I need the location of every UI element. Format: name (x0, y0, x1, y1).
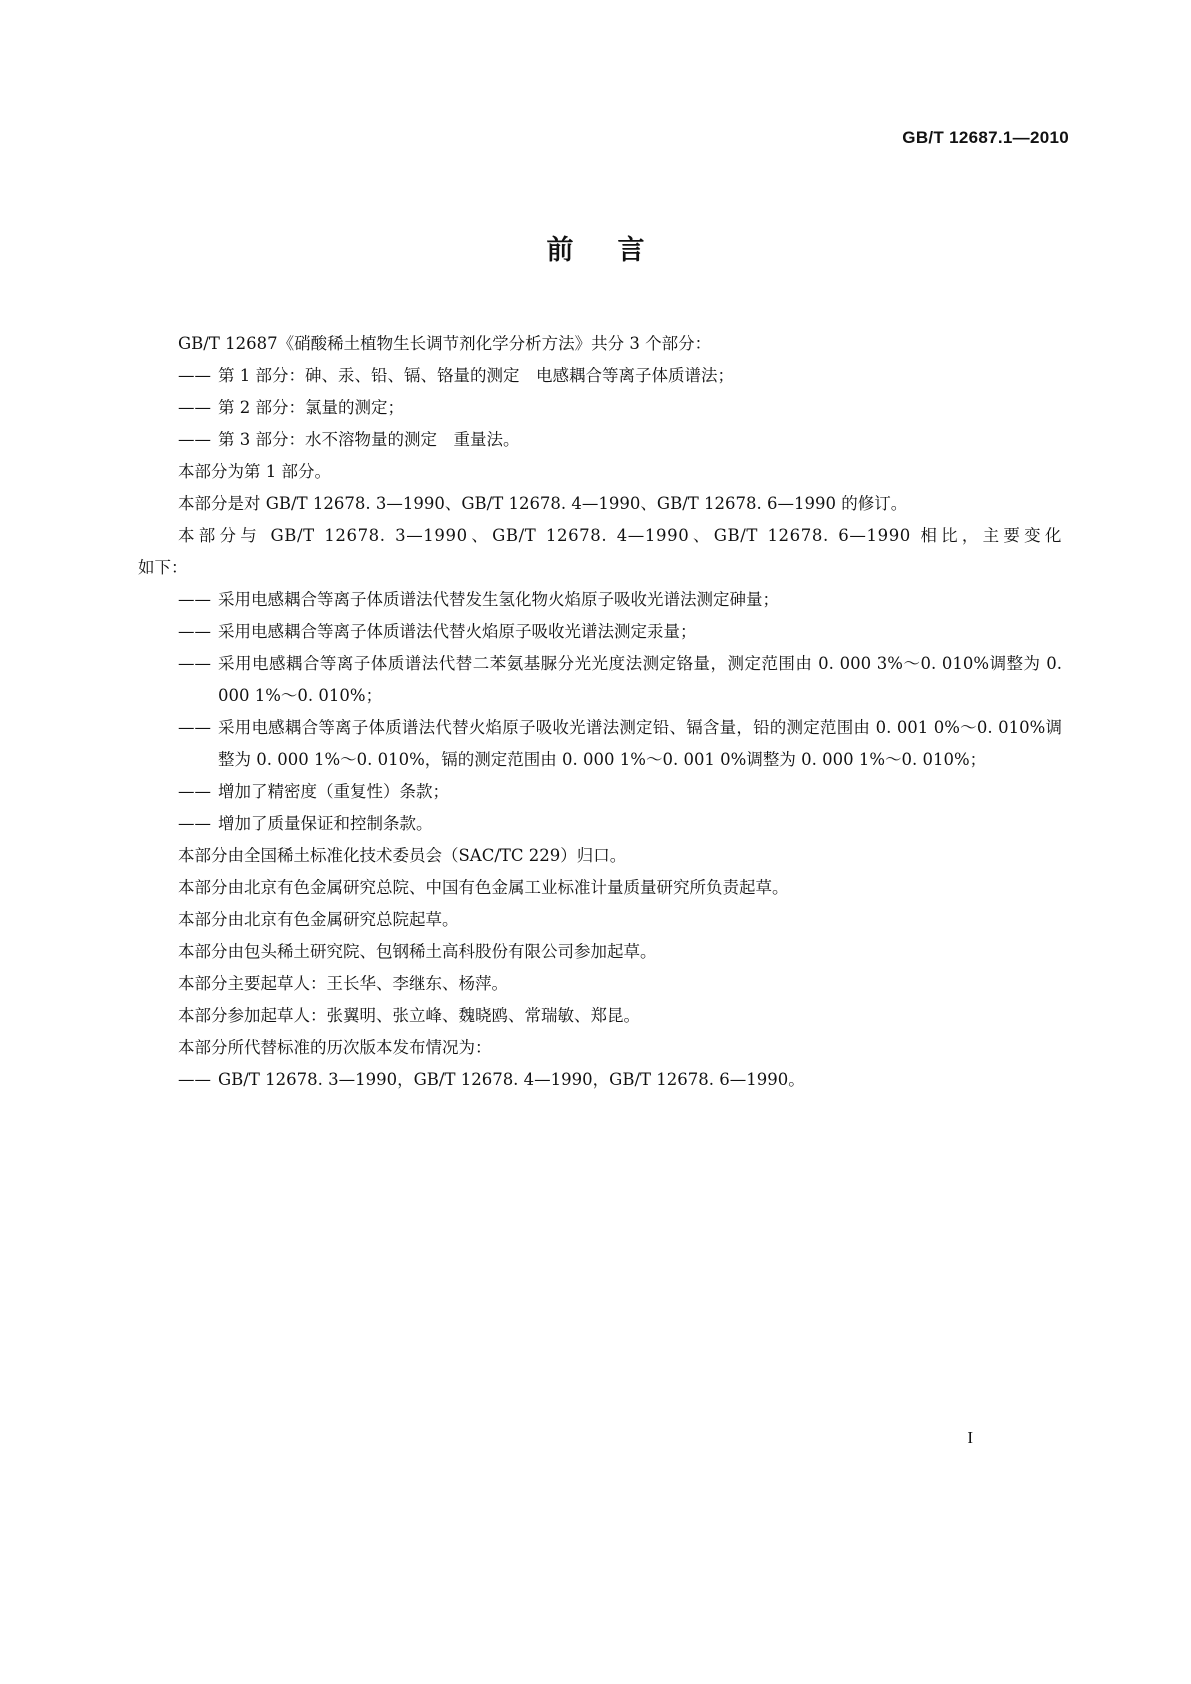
list-item (138, 584, 1062, 616)
list-item (138, 1064, 1062, 1096)
other-drafters-paragraph: 本部分参加起草人：张翼明、张立峰、魏晓鸥、常瑞敏、郑昆。 (178, 1006, 640, 1025)
part-2-text: 第 2 部分：氯量的测定； (218, 398, 404, 417)
participants-paragraph: 本部分由包头稀土研究院、包钢稀土高科股份有限公司参加起草。 (178, 942, 657, 961)
history-intro-paragraph: 本部分所代替标准的历次版本发布情况为： (178, 1038, 492, 1057)
list-item (138, 360, 1062, 392)
dash-mark: —— (178, 622, 211, 641)
list-item (138, 392, 1062, 424)
dash-mark: —— (178, 430, 211, 449)
change-5-text: 增加了精密度（重复性）条款； (218, 782, 449, 801)
responsible-paragraph: 本部分由北京有色金属研究总院、中国有色金属工业标准计量质量研究所负责起草。 (178, 878, 789, 897)
dash-mark: —— (178, 366, 211, 385)
change-6-text: 增加了质量保证和控制条款。 (218, 814, 433, 833)
part-1-text: 第 1 部分：砷、汞、铅、镉、铬量的测定 电感耦合等离子体质谱法； (218, 366, 734, 385)
change-1-text: 采用电感耦合等离子体质谱法代替发生氢化物火焰原子吸收光谱法测定砷量； (218, 590, 779, 609)
list-item (138, 424, 1062, 456)
dash-mark: —— (178, 782, 211, 801)
part-3-text: 第 3 部分：水不溶物量的测定 重量法。 (218, 430, 520, 449)
dash-mark: —— (178, 398, 211, 417)
page-title: 前言 (546, 235, 689, 266)
changes-intro-line1: 本部分与 GB/T 12678. 3—1990、GB/T 12678. 4—1990、GB/T 12678. 6—1990 相比，主要变化 (178, 526, 1062, 545)
intro-paragraph: GB/T 12687《硝酸稀土植物生长调节剂化学分析方法》共分 3 个部分： (178, 334, 712, 353)
list-item (138, 648, 1062, 712)
list-item (138, 712, 1062, 776)
standard-code: GB/T 12687.1—2010 (902, 128, 1069, 147)
change-2-text: 采用电感耦合等离子体质谱法代替火焰原子吸收光谱法测定汞量； (218, 622, 697, 641)
change-4-text: 采用电感耦合等离子体质谱法代替火焰原子吸收光谱法测定铅、镉含量，铅的测定范围由 0. 001 0%～0. 010%调整为 0. 000 1%～0. 010%，镉的测定范围由 0. 000 1%～0. 001 0%调整为 0. 000 1%～0. 010%； (218, 718, 1062, 769)
drafter-paragraph: 本部分由北京有色金属研究总院起草。 (178, 910, 459, 929)
revision-paragraph: 本部分是对 GB/T 12678. 3—1990、GB/T 12678. 4—1990、GB/T 12678. 6—1990 的修订。 (178, 494, 908, 513)
dash-mark: —— (178, 718, 211, 737)
dash-mark: —— (178, 654, 211, 673)
this-part-paragraph: 本部分为第 1 部分。 (178, 462, 331, 481)
list-item (138, 776, 1062, 808)
dash-mark: —— (178, 814, 211, 833)
changes-intro-line2: 如下： (138, 558, 188, 577)
main-drafters-paragraph: 本部分主要起草人：王长华、李继东、杨萍。 (178, 974, 508, 993)
committee-paragraph: 本部分由全国稀土标准化技术委员会（SAC/TC 229）归口。 (178, 846, 627, 865)
list-item (138, 808, 1062, 840)
change-3-text: 采用电感耦合等离子体质谱法代替二苯氨基脲分光光度法测定铬量，测定范围由 0. 000 3%～0. 010%调整为 0. 000 1%～0. 010%； (218, 654, 1062, 705)
page-number: I (967, 1428, 973, 1447)
dash-mark: —— (178, 1070, 211, 1089)
history-item-text: GB/T 12678. 3—1990，GB/T 12678. 4—1990，GB/T 12678. 6—1990。 (218, 1070, 805, 1089)
dash-mark: —— (178, 590, 211, 609)
foreword-body (138, 328, 1062, 1096)
list-item (138, 616, 1062, 648)
